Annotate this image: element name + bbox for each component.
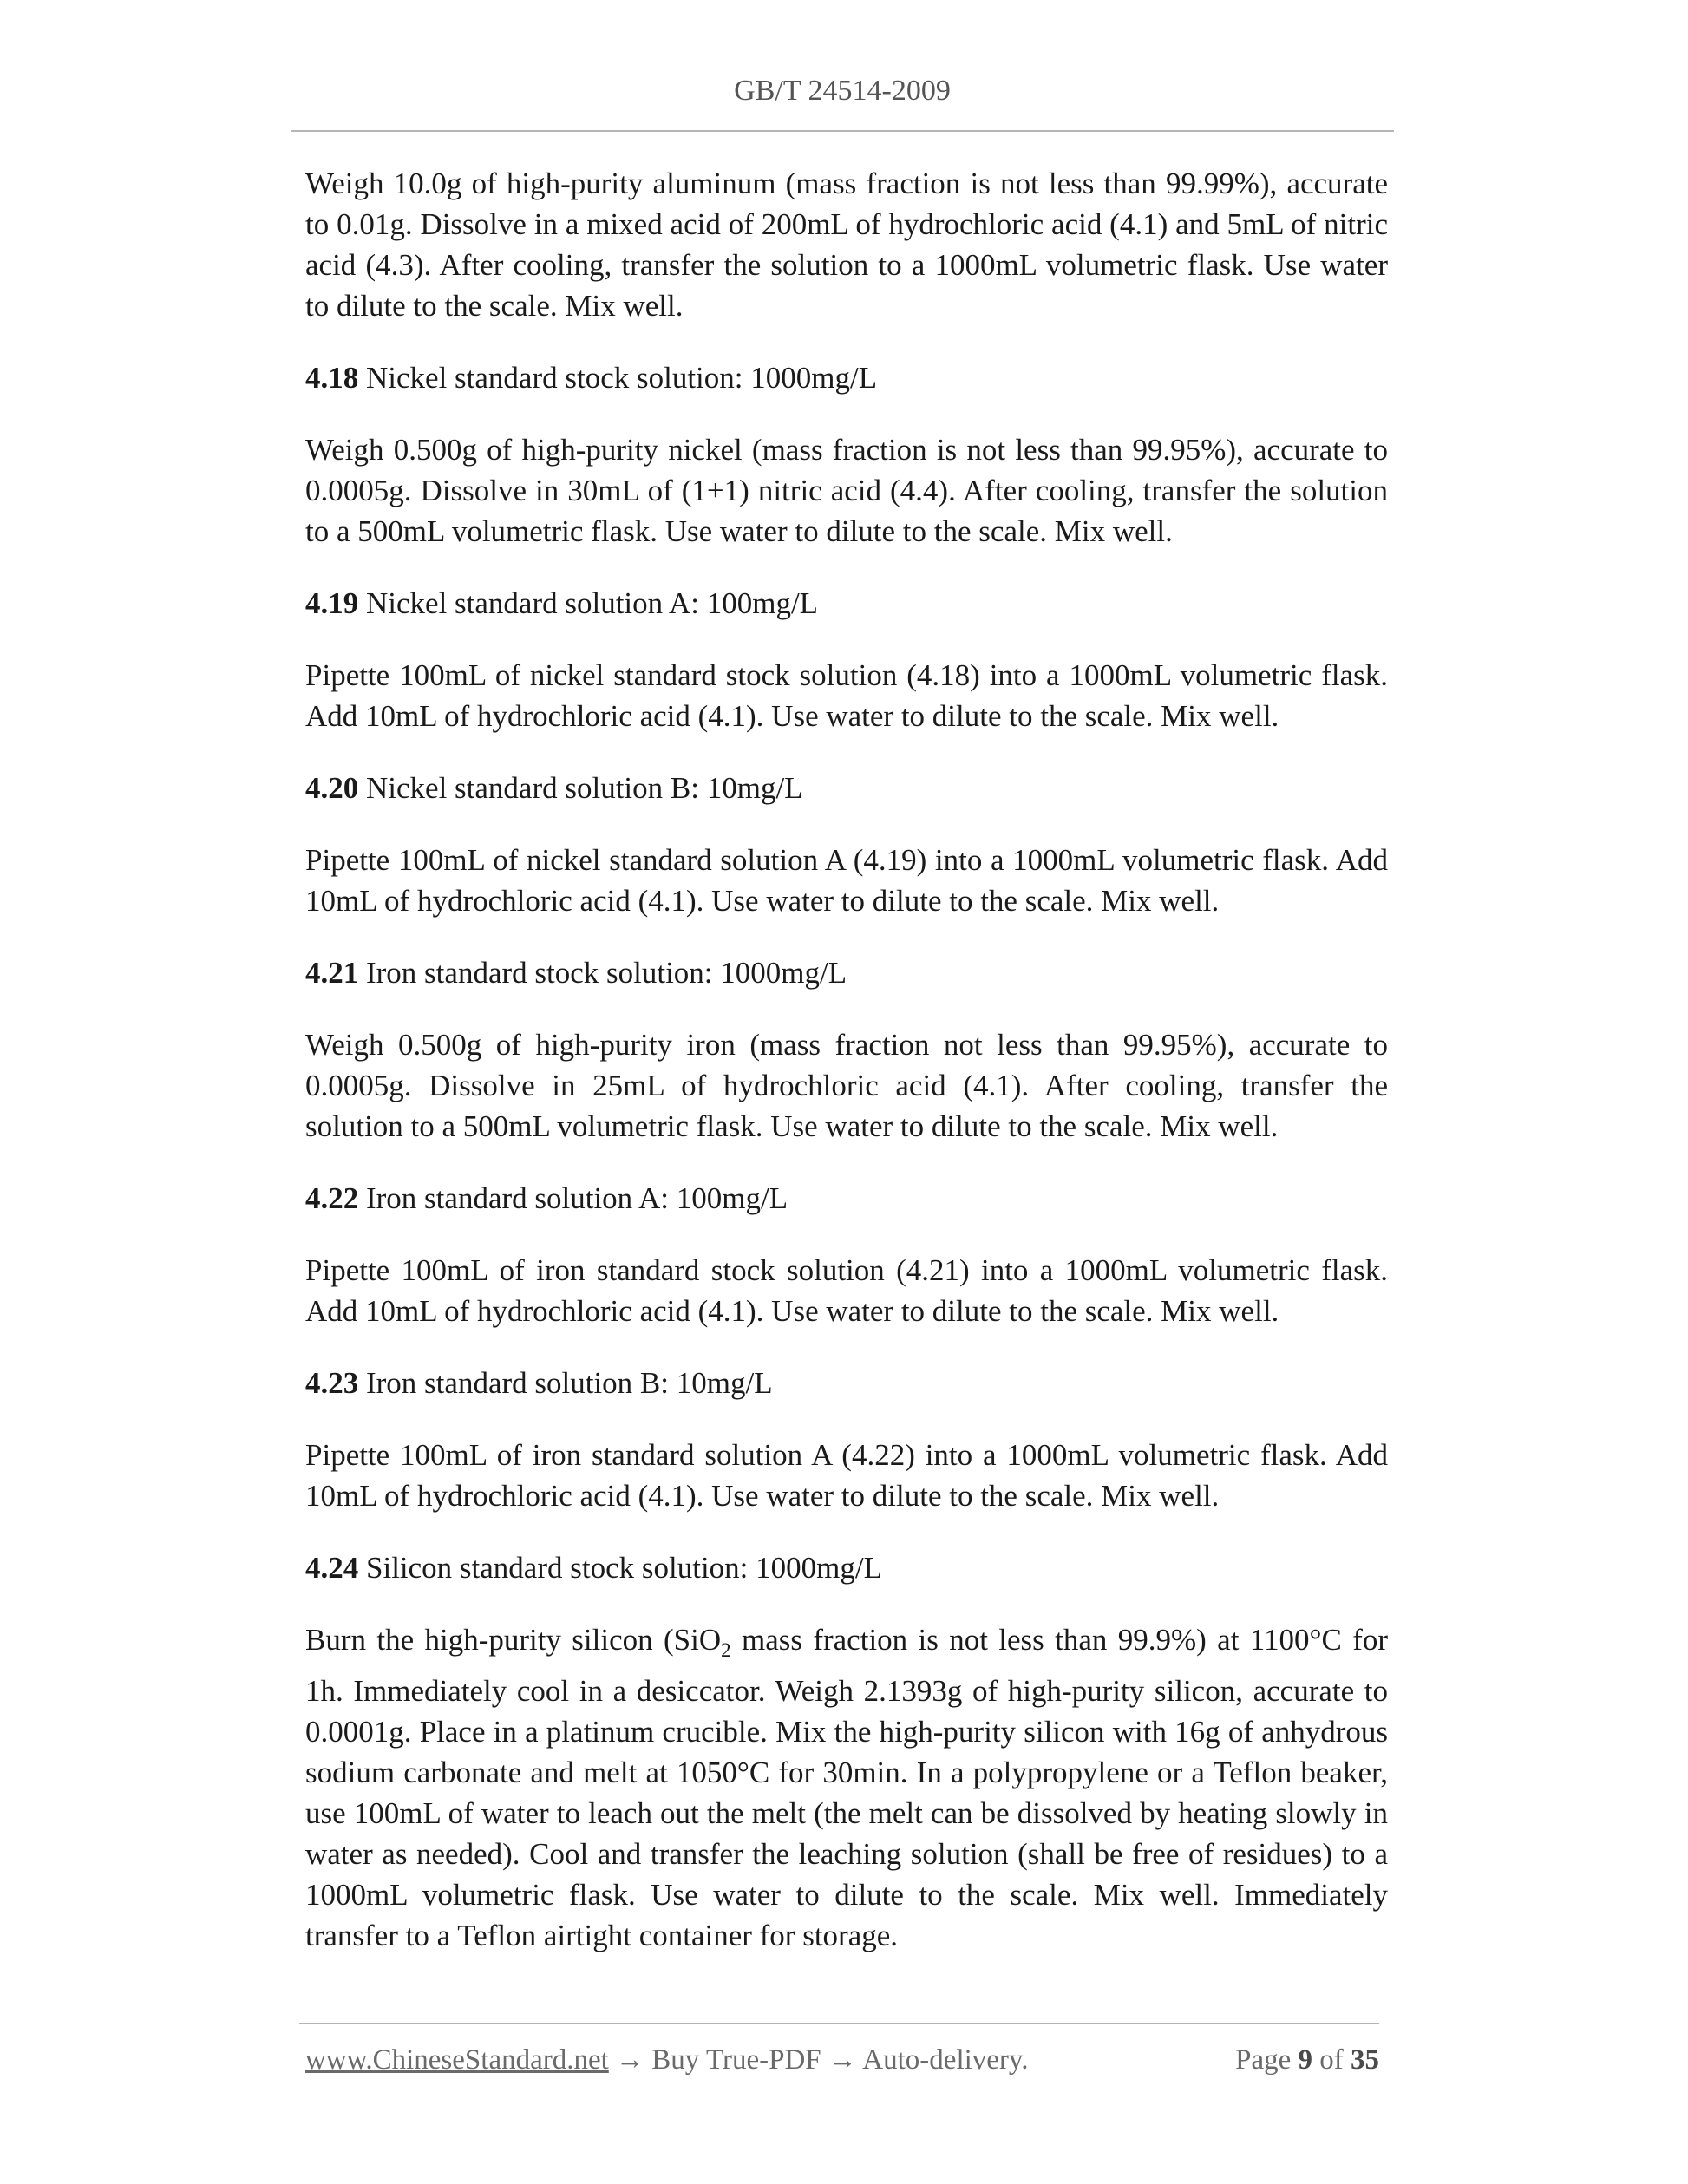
clause-text-4-23: Pipette 100mL of iron standard solution A (4.22) into a 1000mL volumetric flask. Add 10mL of hydrochloric acid (4.1). Use water to dilute to the scale. Mix well. (305, 1438, 1388, 1513)
clause-text-4-19: Pipette 100mL of nickel standard stock solution (4.18) into a 1000mL volumetric flask. Add 10mL of hydrochloric acid (4.1). Use water to dilute to the scale. Mix well. (305, 658, 1388, 733)
clause-title: Nickel standard solution B: 10mg/L (358, 771, 803, 805)
page-indicator (1235, 2044, 1379, 2076)
clause-heading-4-18 (305, 357, 1388, 398)
clause-text-4-24 (305, 1619, 1388, 1956)
clause-title: Iron standard solution B: 10mg/L (358, 1366, 773, 1400)
clause-text-4-22: Pipette 100mL of iron standard stock solution (4.21) into a 1000mL volumetric flask. Add 10mL of hydrochloric acid (4.1). Use water to dilute to the scale. Mix well. (305, 1253, 1388, 1328)
page-total: 35 (1351, 2044, 1379, 2076)
footer-promo-text: → Buy True-PDF → Auto-delivery. (608, 2044, 1029, 2076)
clause-heading-4-23 (305, 1363, 1388, 1403)
clause-title: Silicon standard stock solution: 1000mg/L (358, 1551, 882, 1585)
clause-heading-4-19 (305, 583, 1388, 624)
clause-text-4-20: Pipette 100mL of nickel standard solution A (4.19) into a 1000mL volumetric flask. Add 10mL of hydrochloric acid (4.1). Use water to dilute to the scale. Mix well. (305, 843, 1388, 918)
clause-text-part: mass fraction is not less than 99.9%) at 1100°C for 1h. Immediately cool in a desiccator. Weigh 2.1393g of high-purity silicon, accurate to 0.0001g. Place in a platinum crucible. Mix the high-purity silicon with 16g of anhydrous sodium carbonate and melt at 1050°C for 30min. In a polypropylene or a Teflon beaker, use 100mL of water to leach out the melt (the melt can be dissolved by heating slowly in water as needed). Cool and transfer the leaching solution (shall be free of residues) to a 1000mL volumetric flask. Use water to dilute to the scale. Mix well. Immediately transfer to a Teflon airtight container for storage. (305, 1623, 1389, 1952)
page-header: GB/T 24514-2009 (734, 75, 951, 107)
clause-number: 4.22 (305, 1181, 359, 1215)
clause-title: Iron standard solution A: 100mg/L (358, 1181, 788, 1215)
clause-title: Nickel standard solution A: 100mg/L (358, 586, 819, 620)
paragraph-aluminum-solution: Weigh 10.0g of high-purity aluminum (mass fraction is not less than 99.99%), accurate to 0.01g. Dissolve in a mixed acid of 200mL of hydrochloric acid (4.1) and 5mL of nitric acid (4.3). After cooling, transfer the solution to a 1000mL volumetric flask. Use water to dilute to the scale. Mix well. (305, 167, 1388, 323)
page-footer (305, 2044, 1379, 2076)
clause-text-4-21: Weigh 0.500g of high-purity iron (mass fraction not less than 99.95%), accurate to 0.0005g. Dissolve in 25mL of hydrochloric acid (4.1). After cooling, transfer the solution to a 500mL volumetric flask. Use water to dilute to the scale. Mix well. (305, 1028, 1388, 1143)
clause-number: 4.18 (305, 361, 359, 395)
page-label: Page (1235, 2044, 1299, 2076)
clause-number: 4.21 (305, 956, 359, 990)
header-divider (291, 130, 1394, 132)
clause-text-4-18: Weigh 0.500g of high-purity nickel (mass fraction is not less than 99.95%), accurate to 0.0005g. Dissolve in 30mL of (1+1) nitric acid (4.4). After cooling, transfer the solution to a 500mL volumetric flask. Use water to dilute to the scale. Mix well. (305, 433, 1388, 548)
clause-number: 4.24 (305, 1551, 359, 1585)
page-current: 9 (1298, 2044, 1312, 2076)
clause-heading-4-24 (305, 1547, 1388, 1588)
clause-title: Nickel standard stock solution: 1000mg/L (358, 361, 878, 395)
document-body (305, 163, 1388, 1987)
clause-text-part: Burn the high-purity silicon (SiO (305, 1623, 722, 1657)
subscript-2: 2 (721, 1639, 731, 1661)
clause-number: 4.20 (305, 771, 359, 805)
clause-heading-4-21 (305, 952, 1388, 993)
footer-divider (299, 2023, 1379, 2024)
clause-heading-4-22 (305, 1178, 1388, 1219)
clause-heading-4-20 (305, 768, 1388, 808)
clause-title: Iron standard stock solution: 1000mg/L (358, 956, 847, 990)
chinesestandard-link[interactable]: www.ChineseStandard.net (305, 2044, 609, 2076)
page-of-label: of (1312, 2044, 1351, 2076)
clause-number: 4.23 (305, 1366, 359, 1400)
clause-number: 4.19 (305, 586, 359, 620)
